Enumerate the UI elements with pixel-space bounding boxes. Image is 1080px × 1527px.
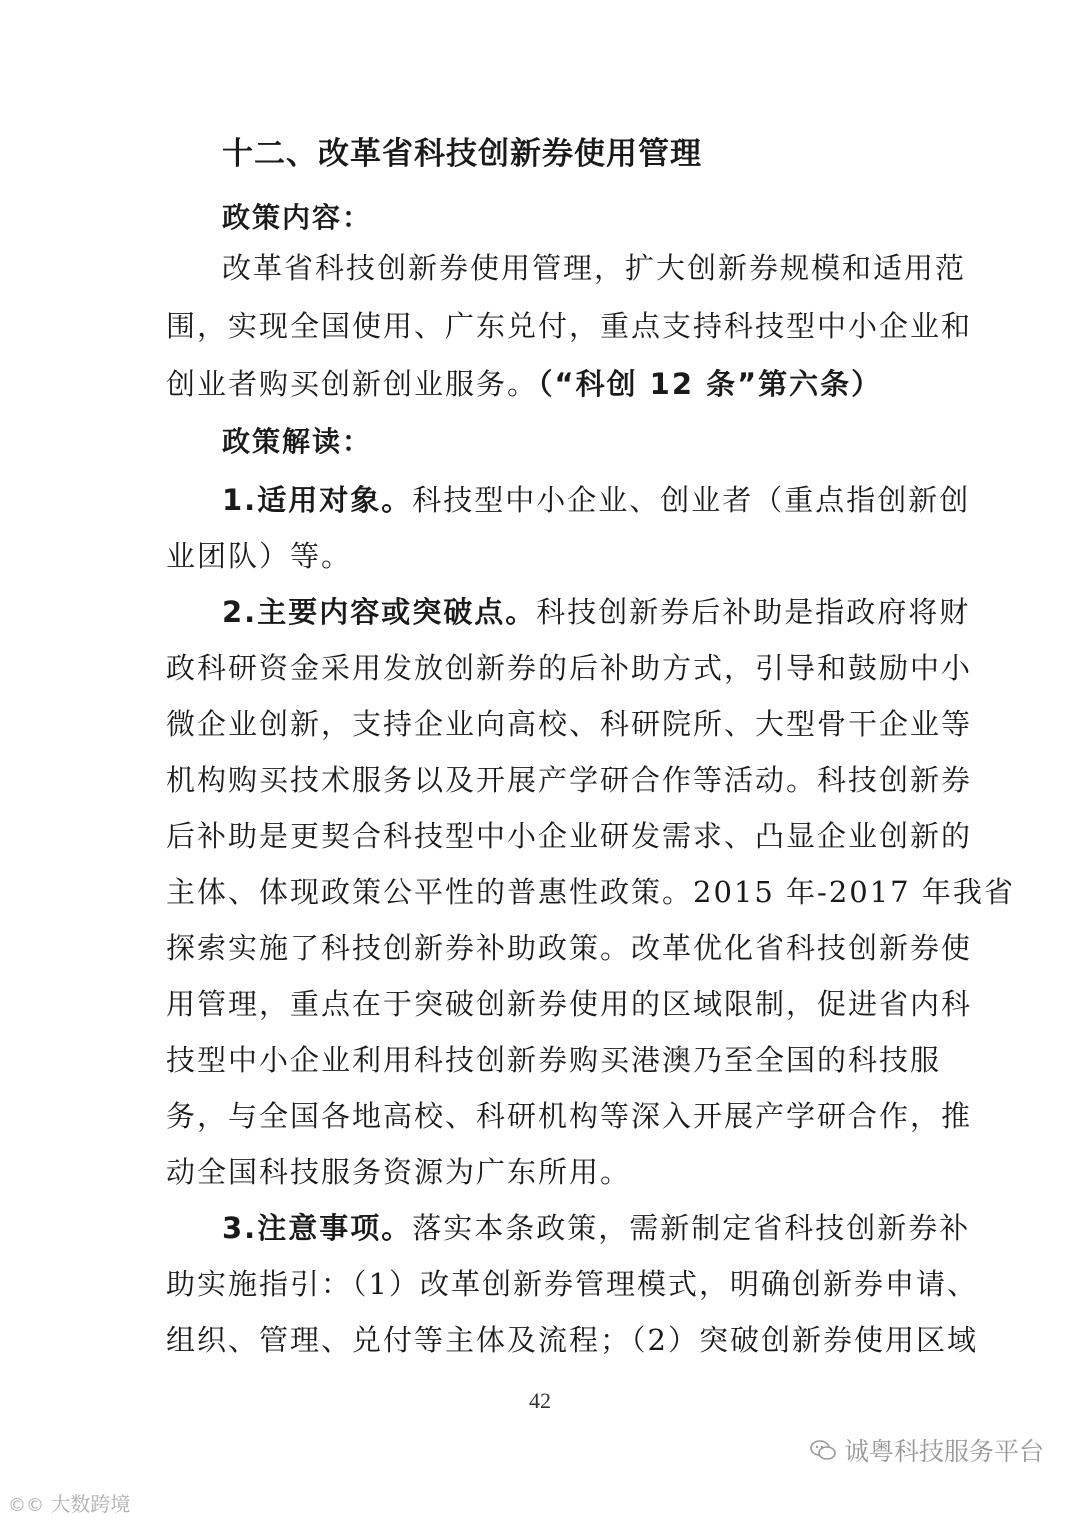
item1-line-2: 业团队）等。 [166, 539, 353, 573]
page-number: 42 [529, 1388, 551, 1413]
item2-line-11: 动全国科技服务资源为广东所用。 [166, 1155, 632, 1189]
section-heading: 十二、改革省科技创新券使用管理 [222, 136, 702, 172]
item2-line-6: 主体、体现政策公平性的普惠性政策。2015 年-2017 年我省 [166, 875, 1015, 909]
item2-line-4: 机构购买技术服务以及开展产学研合作等活动。科技创新券 [166, 763, 973, 797]
item2-title: 2.主要内容或突破点。 [222, 595, 537, 629]
policy-content-line-3 [166, 362, 918, 403]
policy-content-line-2: 围，实现全国使用、广东兑付，重点支持科技型中小企业和 [166, 309, 973, 343]
item2-line-2: 政科研资金采用发放创新券的后补助方式，引导和鼓励中小 [166, 651, 973, 685]
item2-text: 科技创新券后补助是指政府将财 [536, 595, 971, 629]
watermark-right-text: 诚粤科技服务平台 [843, 1437, 1044, 1466]
item3-line-3: 组织、管理、兑付等主体及流程；（2）突破创新券使用区域 [166, 1323, 978, 1357]
policy-content-label: 政策内容： [222, 201, 373, 234]
item3-line-2: 助实施指引：（1）改革创新券管理模式，明确创新券申请、 [166, 1267, 978, 1301]
item1-title: 1.适用对象。 [222, 483, 413, 517]
wechat-icon [810, 1439, 836, 1461]
watermark-left [8, 1488, 130, 1517]
policy-content-line-1: 改革省科技创新券使用管理，扩大创新券规模和适用范 [222, 251, 967, 285]
policy-content-text: 创业者购买创新创业服务。 [166, 367, 539, 401]
item3-line-1 [222, 1206, 971, 1247]
item1-line-1 [222, 478, 971, 519]
item2-line-3: 微企业创新，支持企业向高校、科研院所、大型骨干企业等 [166, 707, 973, 741]
item2-line-9: 技型中小企业利用科技创新券购买港澳乃至全国的科技服 [166, 1043, 942, 1077]
item2-line-8: 用管理，重点在于突破创新券使用的区域限制，促进省内科 [166, 987, 973, 1021]
item2-line-10: 务，与全国各地高校、科研机构等深入开展产学研合作，推 [166, 1099, 973, 1133]
item3-text: 落实本条政策，需新制定省科技创新券补 [412, 1211, 971, 1245]
item2-line-1 [222, 590, 971, 631]
watermark-left-icon: ©© [8, 1495, 44, 1516]
watermark-left-text: 大数跨境 [50, 1492, 131, 1516]
item2-line-5: 后补助是更契合科技型中小企业研发需求、凸显企业创新的 [166, 819, 973, 853]
item2-line-7: 探索实施了科技创新券补助政策。改革优化省科技创新券使 [166, 931, 973, 965]
policy-reading-label: 政策解读： [222, 425, 373, 458]
item1-text: 科技型中小企业、创业者（重点指创新创 [412, 483, 971, 517]
watermark-right [810, 1432, 1044, 1468]
item3-title: 3.注意事项。 [222, 1211, 413, 1245]
policy-source-reference: （“科创 12 条”第六条） [538, 367, 883, 401]
